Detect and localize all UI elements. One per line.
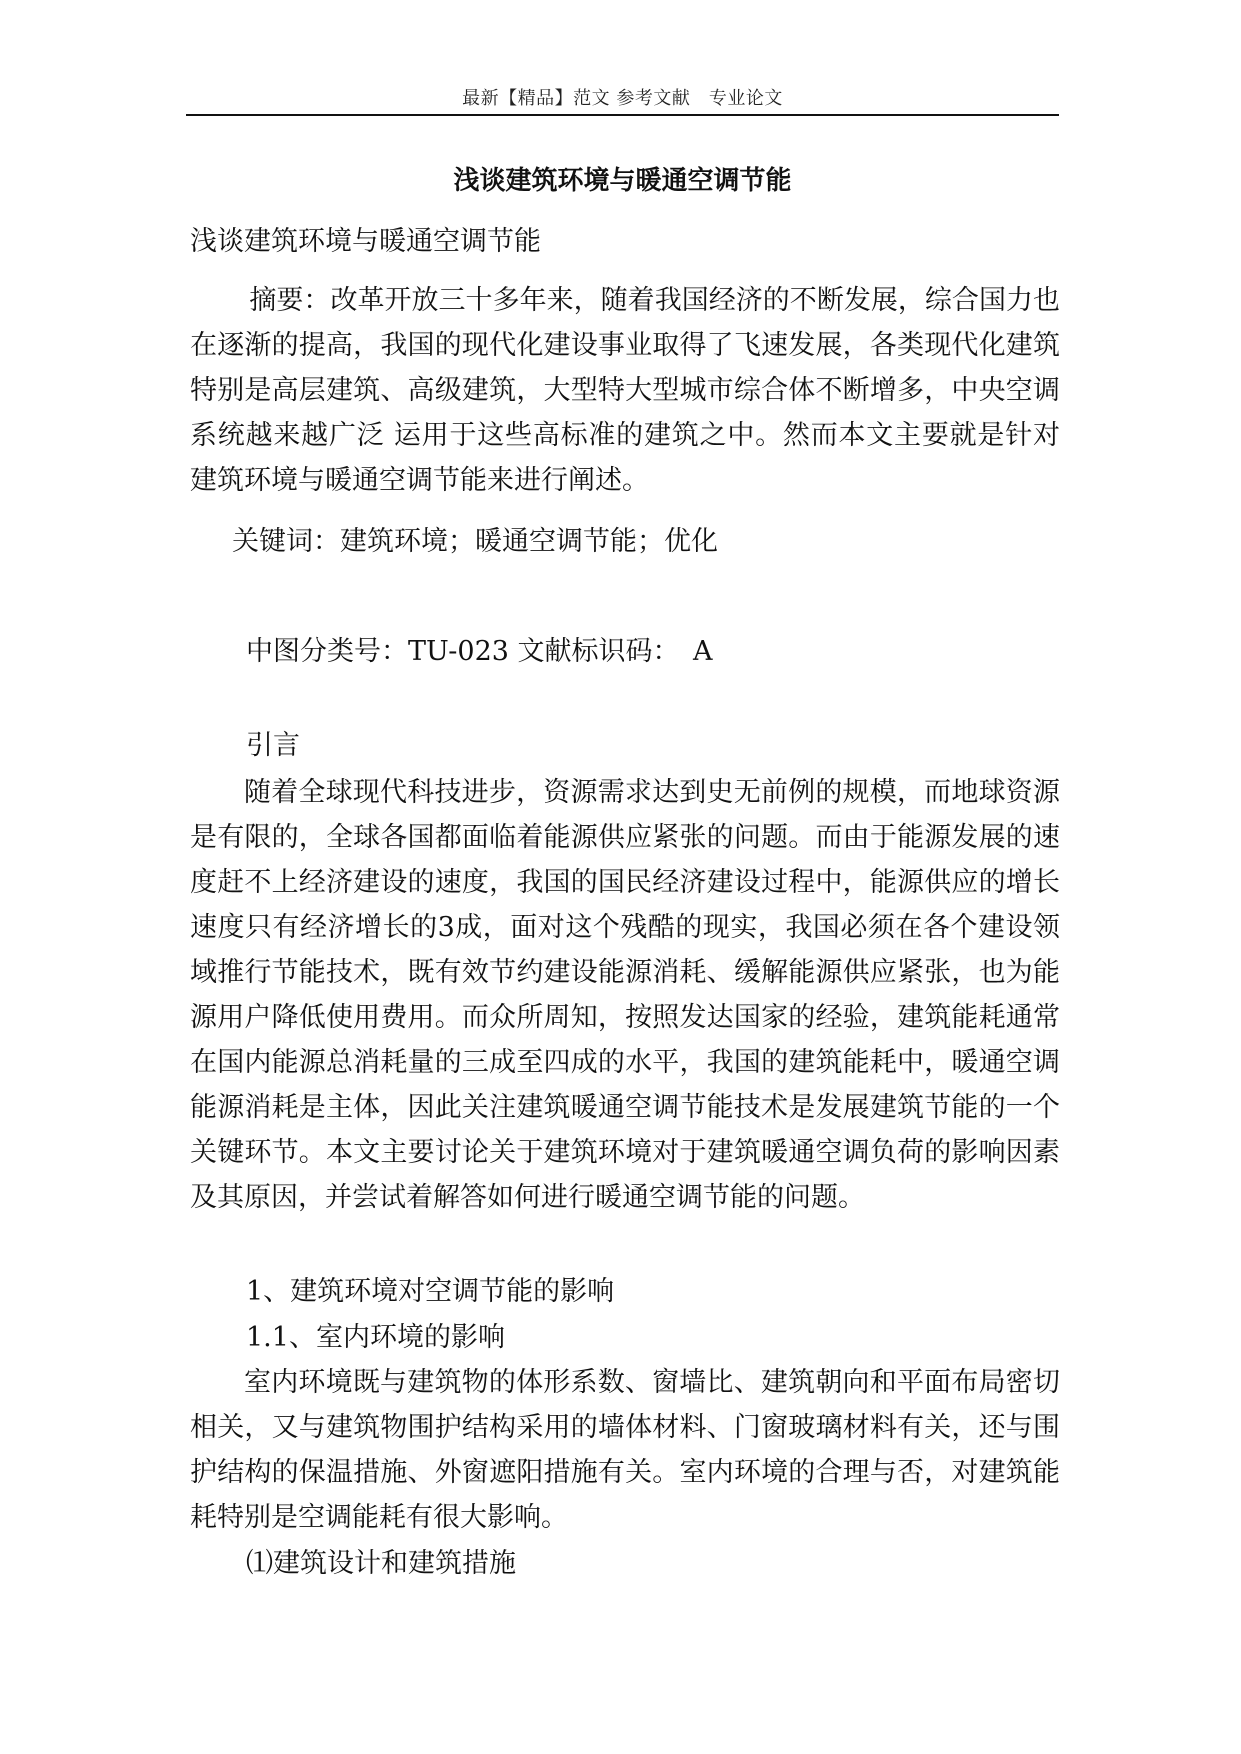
abstract-paragraph: 摘要：改革开放三十多年来，随着我国经济的不断发展，综合国力也在逐渐的提高，我国的现代化建设事业取得了飞速发展，各类现代化建筑特别是高层建筑、高级建筑，大型特大型城市综合体不断增多，中央空调系统越来越广泛 运用于这些高标准的建筑之中。然而本文主要就是针对建筑环境与暖通空调节能来进行阐述。	[190, 285, 1060, 496]
section-1-heading: 1、建筑环境对空调节能的影响	[246, 1276, 615, 1307]
section-1-1-heading: 1.1、室内环境的影响	[246, 1322, 505, 1353]
document-subtitle: 浅谈建筑环境与暖通空调节能	[190, 226, 541, 257]
keywords-line: 关键词：建筑环境；暖通空调节能；优化	[232, 526, 718, 557]
intro-paragraph: 随着全球现代科技进步，资源需求达到史无前例的规模，而地球资源是有限的，全球各国都面临着能源供应紧张的问题。而由于能源发展的速度赶不上经济建设的速度，我国的国民经济建设过程中，能源供应的增长速度只有经济增长的3成，面对这个残酷的现实，我国必须在各个建设领域推行节能技术，既有效节约建设能源消耗、缓解能源供应紧张，也为能源用户降低使用费用。而众所周知，按照发达国家的经验，建筑能耗通常在国内能源总消耗量的三成至四成的水平，我国的建筑能耗中，暖通空调能源消耗是主体，因此关注建筑暖通空调节能技术是发展建筑节能的一个关键环节。本文主要讨论关于建筑环境对于建筑暖通空调负荷的影响因素及其原因，并尝试着解答如何进行暖通空调节能的问题。	[190, 777, 1060, 1213]
classification-line: 中图分类号：TU-023 文献标识码： A	[246, 636, 713, 667]
intro-heading: 引言	[246, 730, 300, 761]
subsection-1-heading: ⑴建筑设计和建筑措施	[246, 1548, 516, 1579]
document-title: 浅谈建筑环境与暖通空调节能	[453, 166, 792, 196]
section-1-1-paragraph: 室内环境既与建筑物的体形系数、窗墙比、建筑朝向和平面布局密切相关，又与建筑物围护结构采用的墙体材料、门窗玻璃材料有关，还与围护结构的保温措施、外窗遮阳措施有关。室内环境的合理与否，对建筑能耗特别是空调能耗有很大影响。	[190, 1367, 1060, 1533]
running-header: 最新【精品】范文 参考文献 专业论文	[462, 88, 783, 109]
header-divider	[186, 114, 1059, 116]
